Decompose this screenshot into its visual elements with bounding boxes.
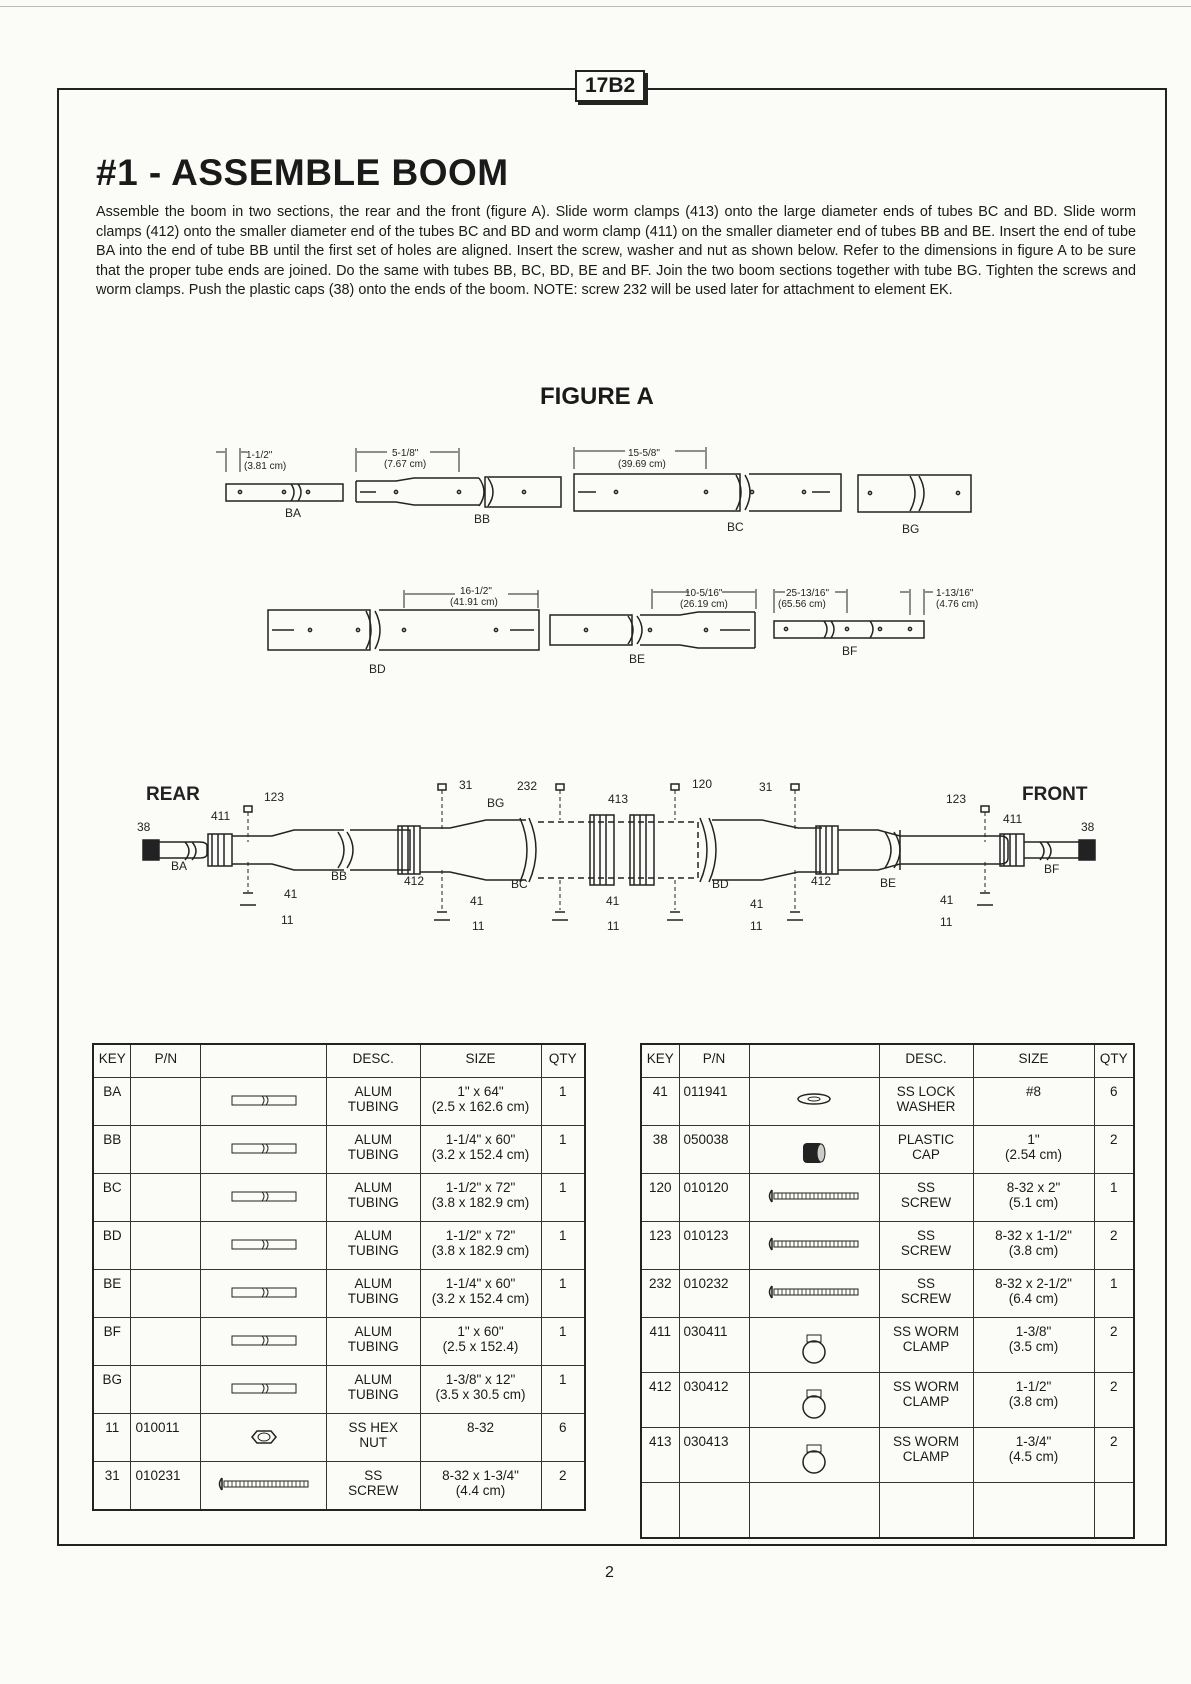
- empty-cell: [879, 1483, 973, 1539]
- col-key: KEY: [641, 1044, 679, 1078]
- row-size-line1: 1-3/8" x 12": [445, 1372, 516, 1387]
- label-be: BE: [629, 652, 646, 666]
- callout-bc: BC: [511, 877, 528, 891]
- row-size-line1: 1": [1027, 1132, 1040, 1147]
- row-desc-line2: SCREW: [348, 1483, 399, 1498]
- row-size-line2: (3.5 x 30.5 cm): [435, 1387, 526, 1402]
- row-pn: 050038: [679, 1126, 749, 1174]
- col-desc: DESC.: [326, 1044, 420, 1078]
- callout-bd: BD: [712, 877, 729, 891]
- table-row: [93, 1366, 585, 1414]
- row-desc: [326, 1174, 420, 1222]
- row-desc: [326, 1462, 420, 1511]
- row-desc-line2: TUBING: [347, 1291, 399, 1306]
- row-pn: 010011: [131, 1414, 201, 1462]
- row-key: 31: [93, 1462, 131, 1511]
- row-qty: 1: [541, 1318, 585, 1366]
- tube-ba-drawing: [226, 484, 343, 501]
- table-row: [93, 1078, 585, 1126]
- table-row: [93, 1126, 585, 1174]
- col-key: KEY: [93, 1044, 131, 1078]
- instructions-paragraph: Assemble the boom in two sections, the rear and the front (figure A). Slide worm clamps (413) onto the large diameter ends of tubes BC and BD. Slide worm clamps (412) onto the smaller diameter end of the tubes BC and BD and worm clamp (411) on the smaller diameter end of tubes BB and BE. Insert the end of tube BA into the end of tube BB until the first set of holes are aligned. Insert the screw, washer and nut as shown below. Refer to the dimensions in figure A to be sure that the proper tube ends are joined. Do the same with tubes BB, BC, BD, BE and BF. Join the two boom sections together with tube BG. Tighten the screws and worm clamps. Push the plastic caps (38) onto the ends of the boom. NOTE: screw 232 will be used later for attachment to element EK.: [96, 204, 1136, 298]
- col-size: SIZE: [420, 1044, 541, 1078]
- callout-120: 120: [692, 777, 713, 791]
- row-desc-line1: PLASTIC: [897, 1132, 955, 1147]
- table-row: [641, 1174, 1134, 1222]
- callout-11-e: 11: [940, 915, 953, 929]
- row-pn: 010123: [679, 1222, 749, 1270]
- dim-bc-in: 15-5/8": [628, 448, 660, 459]
- row-desc-line2: SCREW: [900, 1291, 952, 1306]
- row-size: [973, 1270, 1094, 1318]
- row-qty: 1: [1094, 1174, 1134, 1222]
- row-desc: [326, 1126, 420, 1174]
- row-desc: [326, 1078, 420, 1126]
- col-pn: P/N: [131, 1044, 201, 1078]
- row-size: [420, 1126, 541, 1174]
- callout-413: 413: [608, 792, 629, 806]
- row-qty: 2: [1094, 1428, 1134, 1483]
- callout-31-rear: 31: [459, 778, 473, 792]
- row-qty: 1: [1094, 1270, 1134, 1318]
- row-desc-line1: SS WORM: [893, 1434, 959, 1449]
- row-qty: 1: [541, 1222, 585, 1270]
- dim-ba-cm: (3.81 cm): [244, 461, 287, 472]
- row-size: [973, 1078, 1094, 1126]
- row-size-line2: (3.8 cm): [1008, 1394, 1059, 1409]
- dim-bb-cm: (7.67 cm): [384, 459, 427, 470]
- row-desc: [326, 1270, 420, 1318]
- table-header-row: [93, 1044, 585, 1078]
- label-bb: BB: [474, 512, 491, 526]
- dim-bb-in: 5-1/8": [392, 448, 419, 459]
- row-size: [420, 1222, 541, 1270]
- row-pn: [131, 1366, 201, 1414]
- row-pn: 030412: [679, 1373, 749, 1428]
- row-key: 41: [641, 1078, 679, 1126]
- row-desc-line2: WASHER: [896, 1099, 956, 1114]
- row-size-line1: 1-1/4" x 60": [445, 1132, 516, 1147]
- label-rear: REAR: [146, 784, 200, 805]
- row-desc-line2: CLAMP: [902, 1394, 950, 1409]
- row-size: [973, 1373, 1094, 1428]
- row-qty: 6: [541, 1414, 585, 1462]
- callout-411-rear: 411: [211, 809, 231, 823]
- row-key: BE: [93, 1270, 131, 1318]
- row-desc-line2: CAP: [912, 1147, 940, 1162]
- row-size-line2: (3.2 x 152.4 cm): [431, 1147, 530, 1162]
- col-desc: DESC.: [879, 1044, 973, 1078]
- part-tube-icon: [201, 1126, 327, 1174]
- row-size: [420, 1414, 541, 1462]
- row-size-line1: 1" x 64": [457, 1084, 504, 1099]
- part-tube-icon: [201, 1078, 327, 1126]
- row-key: 412: [641, 1373, 679, 1428]
- table-row: [641, 1318, 1134, 1373]
- row-desc: [879, 1174, 973, 1222]
- figure-title: FIGURE A: [540, 383, 654, 410]
- row-desc-line2: TUBING: [347, 1339, 399, 1354]
- row-qty: 6: [1094, 1078, 1134, 1126]
- col-image: [749, 1044, 879, 1078]
- table-row: [93, 1270, 585, 1318]
- callout-11-a: 11: [281, 913, 294, 927]
- part-clamp-icon: [749, 1318, 879, 1373]
- part-tube-icon: [201, 1174, 327, 1222]
- row-size-line1: 1-1/2": [1015, 1379, 1052, 1394]
- row-desc-line1: ALUM: [354, 1372, 392, 1387]
- row-pn: 030411: [679, 1318, 749, 1373]
- row-size-line1: 1-3/8": [1015, 1324, 1052, 1339]
- row-size: [973, 1222, 1094, 1270]
- col-size: SIZE: [973, 1044, 1094, 1078]
- row-size-line1: 8-32: [467, 1420, 495, 1435]
- row-desc-line1: SS: [364, 1468, 383, 1483]
- callout-31-front: 31: [759, 780, 773, 794]
- row-size: [420, 1078, 541, 1126]
- callout-11-b: 11: [472, 919, 485, 933]
- page-number: 2: [605, 1564, 614, 1581]
- row-size-line2: (2.5 x 162.6 cm): [431, 1099, 530, 1114]
- callout-41-e: 41: [940, 893, 954, 907]
- label-bg: BG: [902, 522, 920, 536]
- label-bc: BC: [727, 520, 744, 534]
- row-desc-line2: TUBING: [347, 1243, 399, 1258]
- part-tube-icon: [201, 1222, 327, 1270]
- row-key: 232: [641, 1270, 679, 1318]
- row-key: BA: [93, 1078, 131, 1126]
- row-desc-line2: SCREW: [900, 1195, 952, 1210]
- label-front: FRONT: [1022, 784, 1088, 805]
- row-qty: 2: [1094, 1126, 1134, 1174]
- part-screw-icon: [201, 1462, 327, 1511]
- table-row-empty: [641, 1483, 1134, 1539]
- part-screw-icon: [749, 1270, 879, 1318]
- label-ba: BA: [285, 506, 302, 520]
- row-pn: [131, 1270, 201, 1318]
- callout-bg: BG: [487, 796, 505, 810]
- table-row: [93, 1318, 585, 1366]
- tube-bf-drawing: [774, 621, 924, 638]
- dim-bf2-cm: (4.76 cm): [936, 599, 979, 610]
- part-washer-icon: [749, 1078, 879, 1126]
- row-key: 123: [641, 1222, 679, 1270]
- row-size: [973, 1428, 1094, 1483]
- dim-be-in: 10-5/16": [685, 588, 723, 599]
- table-row: [93, 1414, 585, 1462]
- table-row: [93, 1462, 585, 1511]
- row-size: [420, 1366, 541, 1414]
- empty-cell: [1094, 1483, 1134, 1539]
- tube-bd-drawing: [268, 610, 539, 650]
- row-size: [973, 1318, 1094, 1373]
- table-row: [641, 1270, 1134, 1318]
- row-desc-line1: ALUM: [354, 1228, 392, 1243]
- row-size-line2: (2.5 x 152.4): [442, 1339, 519, 1354]
- row-desc-line2: NUT: [359, 1435, 388, 1450]
- dim-bf1-cm: (65.56 cm): [778, 599, 826, 610]
- row-desc-line1: ALUM: [354, 1324, 392, 1339]
- callout-41-a: 41: [284, 887, 298, 901]
- row-desc-line2: TUBING: [347, 1099, 399, 1114]
- row-pn: [131, 1174, 201, 1222]
- dim-bd-in: 16-1/2": [460, 586, 492, 597]
- row-size-line2: (5.1 cm): [1008, 1195, 1059, 1210]
- empty-cell: [641, 1483, 679, 1539]
- row-desc: [879, 1078, 973, 1126]
- row-pn: [131, 1126, 201, 1174]
- dim-ba-in: 1-1/2": [246, 450, 273, 461]
- row-desc: [326, 1366, 420, 1414]
- row-key: BC: [93, 1174, 131, 1222]
- row-desc-line1: SS WORM: [893, 1324, 959, 1339]
- callout-be: BE: [880, 876, 897, 890]
- callout-bf: BF: [1044, 862, 1060, 876]
- table-row: [641, 1373, 1134, 1428]
- row-desc-line1: SS HEX: [348, 1420, 398, 1435]
- row-qty: 1: [541, 1174, 585, 1222]
- row-desc-line1: ALUM: [354, 1084, 392, 1099]
- empty-cell: [973, 1483, 1094, 1539]
- row-size-line1: 1-3/4": [1015, 1434, 1052, 1449]
- callout-11-d: 11: [750, 919, 763, 933]
- row-pn: 030413: [679, 1428, 749, 1483]
- row-desc-line2: TUBING: [347, 1147, 399, 1162]
- callout-412-front: 412: [811, 874, 832, 888]
- callout-bb: BB: [331, 869, 348, 883]
- callout-412-rear: 412: [404, 874, 425, 888]
- table-row: [93, 1174, 585, 1222]
- row-desc: [879, 1318, 973, 1373]
- row-size: [973, 1174, 1094, 1222]
- row-desc-line1: SS LOCK: [896, 1084, 956, 1099]
- row-desc-line1: ALUM: [354, 1276, 392, 1291]
- part-clamp-icon: [749, 1373, 879, 1428]
- part-nut-icon: [201, 1414, 327, 1462]
- row-size-line1: 1-1/2" x 72": [445, 1180, 516, 1195]
- row-key: BF: [93, 1318, 131, 1366]
- part-cap-icon: [749, 1126, 879, 1174]
- row-desc-line2: TUBING: [347, 1195, 399, 1210]
- part-clamp-icon: [749, 1428, 879, 1483]
- row-desc: [879, 1126, 973, 1174]
- row-size-line2: (3.8 x 182.9 cm): [431, 1243, 530, 1258]
- callout-41-c: 41: [606, 894, 620, 908]
- row-size-line1: 8-32 x 2-1/2": [995, 1276, 1072, 1291]
- row-qty: 1: [541, 1126, 585, 1174]
- row-size-line1: 1-1/4" x 60": [445, 1276, 516, 1291]
- row-qty: 1: [541, 1078, 585, 1126]
- row-desc-line1: ALUM: [354, 1180, 392, 1195]
- dim-bf1-in: 25-13/16": [786, 588, 830, 599]
- callout-123-rear: 123: [264, 790, 285, 804]
- tube-bc-drawing: [574, 474, 841, 511]
- label-bf: BF: [842, 644, 858, 658]
- tube-bb-drawing: [356, 477, 561, 507]
- callout-38-rear: 38: [137, 820, 151, 834]
- callout-38-front: 38: [1081, 820, 1095, 834]
- table-row: [641, 1428, 1134, 1483]
- row-size: [973, 1126, 1094, 1174]
- row-key: BG: [93, 1366, 131, 1414]
- callout-ba: BA: [171, 859, 188, 873]
- row-size: [420, 1174, 541, 1222]
- row-desc-line2: SCREW: [900, 1243, 952, 1258]
- row-desc: [326, 1222, 420, 1270]
- row-size-line2: (3.2 x 152.4 cm): [431, 1291, 530, 1306]
- dim-be-cm: (26.19 cm): [680, 599, 728, 610]
- row-size: [420, 1462, 541, 1511]
- row-qty: 2: [541, 1462, 585, 1511]
- callout-232: 232: [517, 779, 538, 793]
- row-size-line2: (4.5 cm): [1008, 1449, 1059, 1464]
- row-size-line1: #8: [1025, 1084, 1042, 1099]
- row-key: 38: [641, 1126, 679, 1174]
- row-pn: [131, 1078, 201, 1126]
- part-tube-icon: [201, 1318, 327, 1366]
- table-header-row: [641, 1044, 1134, 1078]
- row-desc-line2: CLAMP: [902, 1339, 950, 1354]
- row-size-line2: (2.54 cm): [1004, 1147, 1062, 1162]
- callout-123-front: 123: [946, 792, 967, 806]
- empty-cell: [679, 1483, 749, 1539]
- row-qty: 1: [541, 1270, 585, 1318]
- row-key: 120: [641, 1174, 679, 1222]
- part-screw-icon: [749, 1174, 879, 1222]
- row-desc: [326, 1318, 420, 1366]
- row-size-line2: (3.8 cm): [1008, 1243, 1059, 1258]
- row-key: BD: [93, 1222, 131, 1270]
- row-size-line2: (3.5 cm): [1008, 1339, 1059, 1354]
- dim-bd-cm: (41.91 cm): [450, 597, 498, 608]
- row-size-line2: (4.4 cm): [455, 1483, 506, 1498]
- model-tag: 17B2: [575, 70, 645, 102]
- row-key: 411: [641, 1318, 679, 1373]
- row-desc-line2: TUBING: [347, 1387, 399, 1402]
- row-desc-line2: CLAMP: [902, 1449, 950, 1464]
- row-desc-line1: SS: [916, 1180, 935, 1195]
- row-pn: 011941: [679, 1078, 749, 1126]
- row-desc: [879, 1373, 973, 1428]
- row-pn: 010120: [679, 1174, 749, 1222]
- callout-11-c: 11: [607, 919, 620, 933]
- row-desc: [879, 1428, 973, 1483]
- row-desc: [326, 1414, 420, 1462]
- row-pn: 010232: [679, 1270, 749, 1318]
- parts-table-left: [92, 1043, 586, 1511]
- row-size: [420, 1318, 541, 1366]
- callout-41-d: 41: [750, 897, 764, 911]
- row-size-line1: 8-32 x 1-3/4": [442, 1468, 519, 1483]
- page-title: #1 - ASSEMBLE BOOM: [96, 152, 509, 193]
- table-row: [641, 1222, 1134, 1270]
- row-key: 413: [641, 1428, 679, 1483]
- tube-bg-drawing: [858, 475, 971, 512]
- row-size-line1: 1-1/2" x 72": [445, 1228, 516, 1243]
- row-size-line1: 8-32 x 1-1/2": [995, 1228, 1072, 1243]
- row-pn: 010231: [131, 1462, 201, 1511]
- callout-411-front: 411: [1003, 812, 1023, 826]
- row-desc-line1: SS: [916, 1228, 935, 1243]
- row-desc: [879, 1270, 973, 1318]
- row-size-line2: (3.8 x 182.9 cm): [431, 1195, 530, 1210]
- dim-bf2-in: 1-13/16": [936, 588, 974, 599]
- part-screw-icon: [749, 1222, 879, 1270]
- row-qty: 2: [1094, 1318, 1134, 1373]
- row-size: [420, 1270, 541, 1318]
- table-row: [93, 1222, 585, 1270]
- part-tube-icon: [201, 1270, 327, 1318]
- parts-table-right: [640, 1043, 1135, 1539]
- row-size-line1: 1" x 60": [457, 1324, 504, 1339]
- col-qty: QTY: [541, 1044, 585, 1078]
- row-key: 11: [93, 1414, 131, 1462]
- table-row: [641, 1126, 1134, 1174]
- tube-be-drawing: [550, 612, 755, 648]
- row-desc-line1: ALUM: [354, 1132, 392, 1147]
- row-pn: [131, 1318, 201, 1366]
- row-pn: [131, 1222, 201, 1270]
- empty-cell: [749, 1483, 879, 1539]
- col-pn: P/N: [679, 1044, 749, 1078]
- row-desc: [879, 1222, 973, 1270]
- row-key: BB: [93, 1126, 131, 1174]
- table-row: [641, 1078, 1134, 1126]
- col-qty: QTY: [1094, 1044, 1134, 1078]
- row-qty: 1: [541, 1366, 585, 1414]
- row-desc-line1: SS WORM: [893, 1379, 959, 1394]
- row-qty: 2: [1094, 1222, 1134, 1270]
- row-size-line1: 8-32 x 2": [1006, 1180, 1061, 1195]
- dim-bc-cm: (39.69 cm): [618, 459, 666, 470]
- row-desc-line1: SS: [916, 1276, 935, 1291]
- col-image: [201, 1044, 327, 1078]
- row-qty: 2: [1094, 1373, 1134, 1428]
- label-bd: BD: [369, 662, 386, 676]
- callout-41-b: 41: [470, 894, 484, 908]
- part-tube-icon: [201, 1366, 327, 1414]
- row-size-line2: (6.4 cm): [1008, 1291, 1059, 1306]
